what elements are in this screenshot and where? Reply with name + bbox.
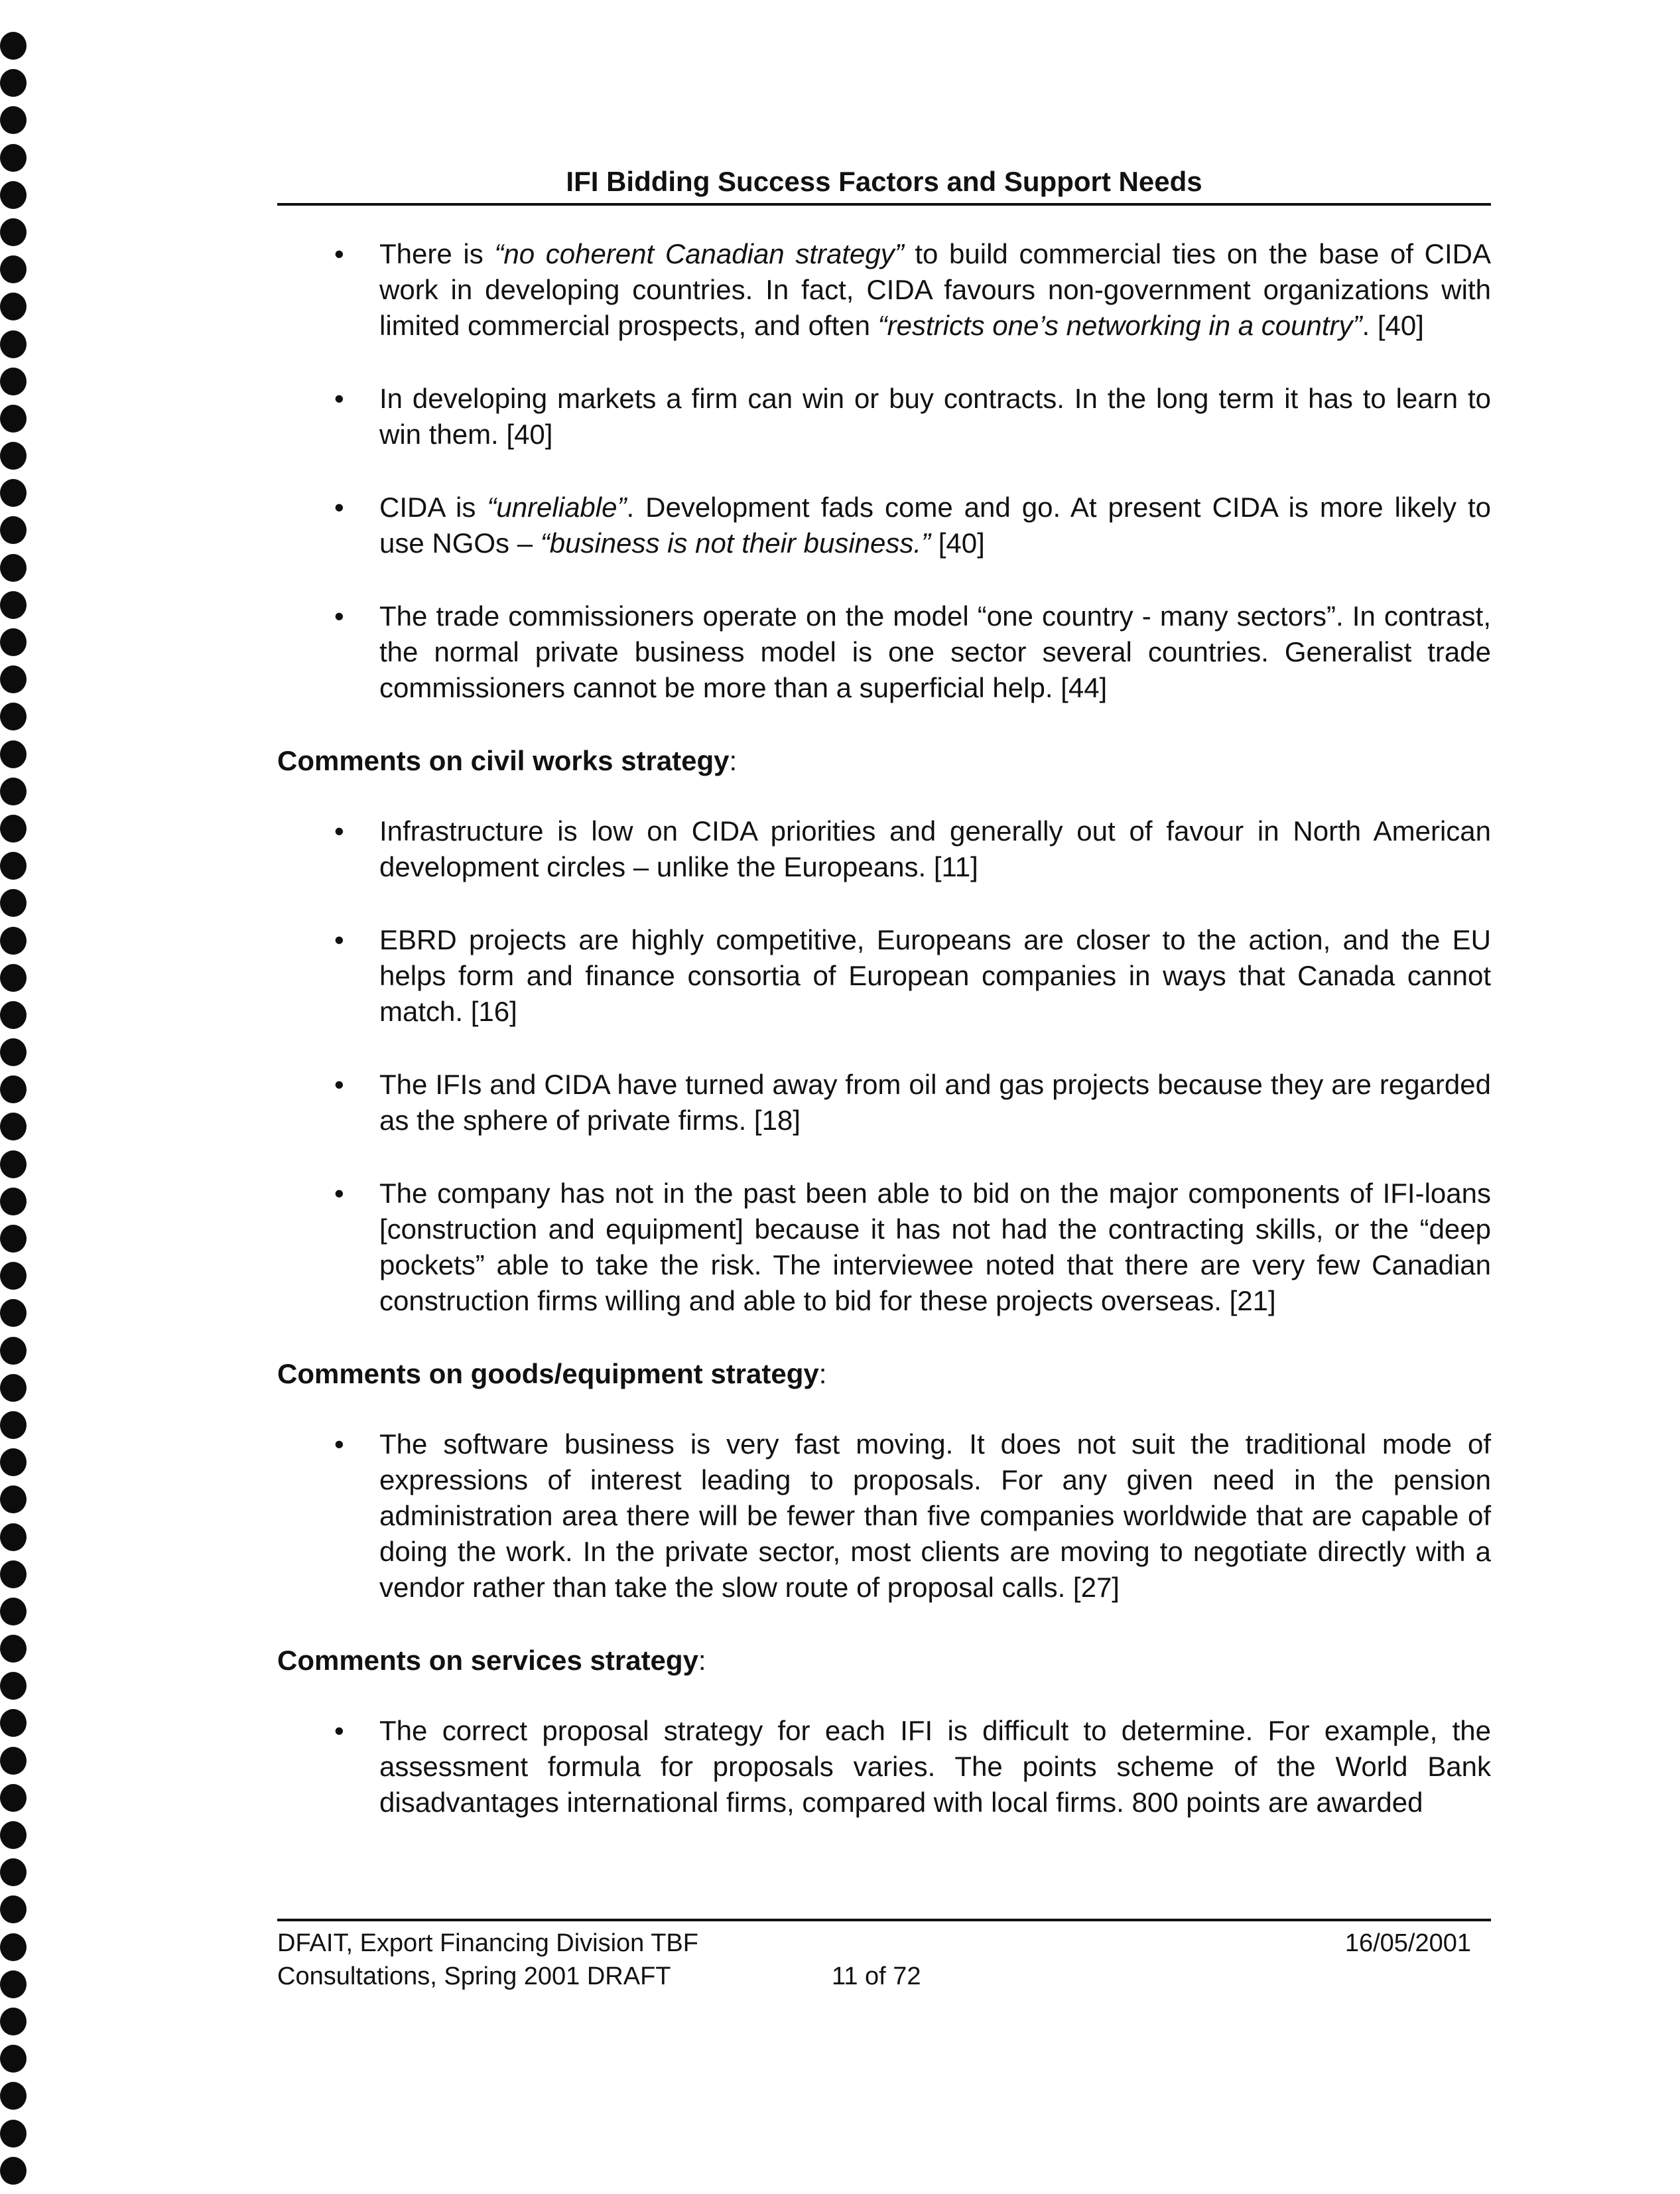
list-item: • In developing markets a firm can win or buy contracts. In the long term it has to learn to win them. [40]: [277, 381, 1491, 452]
list-item: • The IFIs and CIDA have turned away from oil and gas projects because they are regarded as the sphere of private firms. [18]: [277, 1067, 1491, 1138]
binder-hole-icon: [0, 293, 27, 320]
section-heading-civil-works: Comments on civil works strategy:: [277, 745, 738, 776]
page-footer: [277, 1919, 1491, 1993]
binder-hole-icon: [0, 852, 27, 880]
binder-hole-icon: [0, 1075, 27, 1103]
binder-hole-icon: [0, 1374, 27, 1402]
binder-hole-icon: [0, 1635, 27, 1663]
footer-organization: DFAIT, Export Financing Division TBF: [277, 1929, 698, 1957]
binder-hole-icon: [0, 778, 27, 805]
binder-hole-icon: [0, 405, 27, 433]
list-item: • There is “no coherent Canadian strategy” to build commercial ties on the base of CIDA work in developing countries. In fact, CIDA favours non-government organizations with limited commercial prospects, and often “restricts one’s networking in a country”. [40]: [277, 236, 1491, 344]
binder-hole-icon: [0, 1113, 27, 1140]
binder-hole-icon: [0, 442, 27, 470]
binder-hole-icon: [0, 32, 27, 60]
bullet-icon: •: [334, 815, 344, 847]
binder-hole-icon: [0, 144, 27, 172]
binder-hole-icon: [0, 1448, 27, 1476]
bullet-icon: •: [334, 600, 344, 632]
list-item: • Infrastructure is low on CIDA priorities and generally out of favour in North American development circles – unlike the Europeans. [11]: [277, 813, 1491, 885]
binder-hole-icon: [0, 1672, 27, 1700]
binder-hole-icon: [0, 1150, 27, 1178]
bullet-icon: •: [334, 1069, 344, 1100]
binder-hole-icon: [0, 106, 27, 134]
binder-hole-icon: [0, 368, 27, 395]
binder-hole-icon: [0, 1709, 27, 1737]
list-item: • EBRD projects are highly competitive, Europeans are closer to the action, and the EU helps form and finance consortia of European companies in ways that Canada cannot match. [16]: [277, 922, 1491, 1030]
binder-hole-icon: [0, 1225, 27, 1253]
binder-hole-icon: [0, 554, 27, 582]
binder-hole-icon: [0, 628, 27, 656]
section-heading-services: Comments on services strategy:: [277, 1645, 706, 1676]
list-item: • The correct proposal strategy for each IFI is difficult to determine. For example, the assessment formula for proposals varies. The points scheme of the World Bank disadvantages international firms, compared with local firms. 800 points are awarded: [277, 1713, 1491, 1820]
binder-hole-icon: [0, 1747, 27, 1775]
footer-draft-label: Consultations, Spring 2001 DRAFT: [277, 1962, 671, 1990]
binder-hole-icon: [0, 740, 27, 768]
bullet-icon: •: [334, 1178, 344, 1209]
document-body: [277, 236, 1491, 1858]
binder-hole-icon: [0, 889, 27, 917]
binder-hole-icon: [0, 2008, 27, 2035]
binder-hole-icon: [0, 1485, 27, 1513]
binder-hole-icon: [0, 964, 27, 992]
binder-hole-icon: [0, 703, 27, 730]
binder-hole-icon: [0, 516, 27, 544]
binder-hole-icon: [0, 330, 27, 358]
binder-hole-icon: [0, 1933, 27, 1961]
page-header: [277, 163, 1491, 206]
binder-hole-icon: [0, 1598, 27, 1625]
binder-hole-icon: [0, 1560, 27, 1588]
binder-hole-icon: [0, 1411, 27, 1439]
binder-hole-icon: [0, 1895, 27, 1923]
binder-hole-icon: [0, 479, 27, 507]
bullet-icon: •: [334, 383, 344, 414]
page-number: 11 of 72: [832, 1962, 921, 1990]
list-item: • The company has not in the past been able to bid on the major components of IFI-loans [construction and equipment] because it has not had the contracting skills, or the “deep pockets” able to take the risk. The interviewee noted that there are very few Canadian construction firms willing and able to bid for these projects overseas. [21]: [277, 1176, 1491, 1319]
binder-hole-icon: [0, 591, 27, 619]
binder-hole-icon: [0, 1523, 27, 1551]
bullet-icon: •: [334, 238, 344, 269]
binder-hole-icon: [0, 1337, 27, 1365]
footer-date: 16/05/2001: [1344, 1929, 1471, 1957]
binder-hole-icon: [0, 665, 27, 693]
binder-hole-icon: [0, 69, 27, 97]
bullet-icon: •: [334, 492, 344, 523]
binder-hole-icon: [0, 1188, 27, 1215]
binder-hole-icon: [0, 815, 27, 843]
binder-hole-icon: [0, 218, 27, 246]
binder-hole-icon: [0, 2157, 27, 2185]
binder-hole-icon: [0, 1821, 27, 1849]
section-heading-goods-equipment: Comments on goods/equipment strategy:: [277, 1358, 827, 1389]
binder-hole-icon: [0, 1299, 27, 1327]
list-item: • CIDA is “unreliable”. Development fads come and go. At present CIDA is more likely to use NGOs – “business is not their business.” [40]: [277, 490, 1491, 561]
binder-hole-icon: [0, 1001, 27, 1029]
binder-hole-icon: [0, 1858, 27, 1886]
binder-holes: [0, 32, 29, 2194]
list-item: • The software business is very fast moving. It does not suit the traditional mode of expressions of interest leading to proposals. For any given need in the pension administration area there will be fewer than five companies worldwide that are capable of doing the work. In the private sector, most clients are moving to negotiate directly with a vendor rather than take the slow route of proposal calls. [27]: [277, 1426, 1491, 1606]
page-title: IFI Bidding Success Factors and Support Needs: [566, 166, 1202, 197]
binder-hole-icon: [0, 255, 27, 283]
binder-hole-icon: [0, 1038, 27, 1066]
binder-hole-icon: [0, 181, 27, 209]
binder-hole-icon: [0, 1262, 27, 1290]
binder-hole-icon: [0, 927, 27, 955]
bullet-icon: •: [334, 1715, 344, 1746]
binder-hole-icon: [0, 2120, 27, 2148]
bullet-icon: •: [334, 1428, 344, 1460]
bullet-icon: •: [334, 924, 344, 955]
binder-hole-icon: [0, 1970, 27, 1998]
list-item: • The trade commissioners operate on the model “one country - many sectors”. In contrast, the normal private business model is one sector several countries. Generalist trade commissioners cannot be more than a superficial help. [44]: [277, 598, 1491, 706]
binder-hole-icon: [0, 2045, 27, 2073]
binder-hole-icon: [0, 1784, 27, 1812]
binder-hole-icon: [0, 2082, 27, 2110]
